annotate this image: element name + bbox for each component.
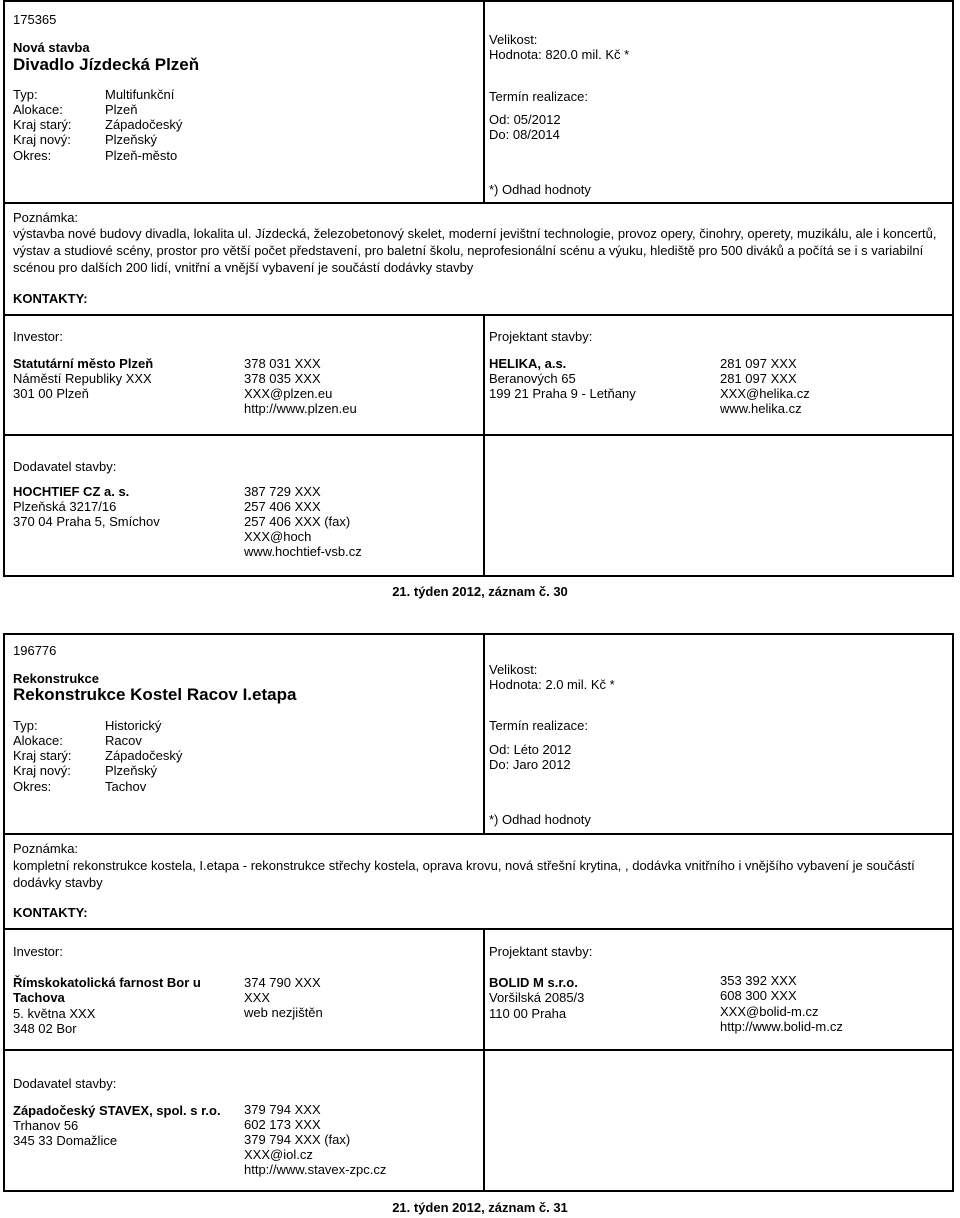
- projektant-email[interactable]: XXX@helika.cz: [720, 386, 810, 401]
- projektant-contact: 353 392 XXX: [720, 973, 797, 988]
- dodavatel-email[interactable]: XXX@iol.cz: [244, 1147, 313, 1162]
- investor-address: 348 02 Bor: [13, 1021, 77, 1036]
- record-title: Rekonstrukce Kostel Racov I.etapa: [13, 685, 297, 704]
- poznamka-text: výstavba nové budovy divadla, lokalita ul. Jízdecká, železobetonový skelet, moderní jevištní technologie, provoz opery, činohry, operety, muzikálu, ale i koncertů, výstav a studiové scény, prostor pro větší počet představení, pro baletní školu, neprofesionální scénu a výuku, hlediště pro 500 diváků a počítá se i s variabilní scénou pro dalších 200 lidí, vnitřní a vnější vybavení je součástí dodávky stavby: [13, 226, 937, 275]
- attr-value: Západočeský: [105, 748, 183, 763]
- record-card: [3, 0, 954, 577]
- investor-contact: 378 035 XXX: [244, 371, 321, 386]
- attr-label: Kraj nový:: [13, 132, 71, 147]
- termin-label: Termín realizace:: [489, 89, 588, 104]
- investor-contact: XXX: [244, 990, 271, 1005]
- dodavatel-web[interactable]: http://www.stavex-zpc.cz: [244, 1162, 387, 1177]
- dodavatel-address: 345 33 Domažlice: [13, 1133, 118, 1148]
- poznamka-text: kompletní rekonstrukce kostela, I.etapa - rekonstrukce střechy kostela, oprava krovu, nová střešní krytina, , dodávka vnitřního i vnějšího vybavení je součástí dodávky stavby: [13, 858, 915, 890]
- attr-value: Plzeňský: [105, 763, 158, 778]
- dodavatel-address: Trhanov 56: [13, 1118, 79, 1133]
- projektant-name: HELIKA, a.s.: [489, 356, 567, 371]
- divider: [5, 928, 952, 930]
- attr-label: Typ:: [13, 718, 38, 733]
- record-type: Rekonstrukce: [13, 671, 99, 686]
- divider: [5, 314, 952, 316]
- attr-label: Kraj starý:: [13, 748, 72, 763]
- attr-label: Okres:: [13, 148, 52, 163]
- velikost-label: Velikost:: [489, 662, 538, 677]
- record-card: [3, 633, 954, 1192]
- attr-label: Kraj starý:: [13, 117, 72, 132]
- attr-label: Okres:: [13, 779, 52, 794]
- attr-label: Typ:: [13, 87, 38, 102]
- dodavatel-email[interactable]: XXX@hoch: [244, 529, 312, 544]
- investor-web: web nezjištěn: [244, 1005, 323, 1020]
- projektant-label: Projektant stavby:: [489, 329, 593, 344]
- termin-do: Do: Jaro 2012: [489, 757, 571, 772]
- investor-contact: 378 031 XXX: [244, 356, 321, 371]
- record-footer: 21. týden 2012, záznam č. 30: [392, 584, 568, 599]
- record-type: Nová stavba: [13, 40, 90, 55]
- dodavatel-label: Dodavatel stavby:: [13, 459, 117, 474]
- divider: [5, 202, 952, 204]
- hodnota: Hodnota: 820.0 mil. Kč *: [489, 47, 630, 62]
- attr-value: Multifunkční: [105, 87, 175, 102]
- record-title: Divadlo Jízdecká Plzeň: [13, 55, 200, 74]
- poznamka-label: Poznámka:: [13, 210, 79, 225]
- projektant-email[interactable]: XXX@bolid-m.cz: [720, 1004, 819, 1019]
- investor-name: Statutární město Plzeň: [13, 356, 154, 371]
- investor-address: Náměstí Republiky XXX: [13, 371, 152, 386]
- divider: [483, 2, 485, 203]
- projektant-address: Voršilská 2085/3: [489, 990, 585, 1005]
- kontakty-label: KONTAKTY:: [13, 291, 88, 306]
- investor-label: Investor:: [13, 944, 63, 959]
- hodnota: Hodnota: 2.0 mil. Kč *: [489, 677, 615, 692]
- attr-value: Západočeský: [105, 117, 183, 132]
- termin-label: Termín realizace:: [489, 718, 588, 733]
- attr-value: Tachov: [105, 779, 147, 794]
- projektant-web[interactable]: www.helika.cz: [720, 401, 802, 416]
- velikost-label: Velikost:: [489, 32, 538, 47]
- dodavatel-web[interactable]: www.hochtief-vsb.cz: [244, 544, 362, 559]
- projektant-contact: 608 300 XXX: [720, 988, 797, 1003]
- dodavatel-contact: 602 173 XXX: [244, 1117, 321, 1132]
- projektant-name: BOLID M s.r.o.: [489, 975, 578, 990]
- investor-web[interactable]: http://www.plzen.eu: [244, 401, 357, 416]
- record-id: 175365: [13, 12, 57, 27]
- investor-email[interactable]: XXX@plzen.eu: [244, 386, 333, 401]
- dodavatel-contact: 387 729 XXX: [244, 484, 321, 499]
- projektant-address: 199 21 Praha 9 - Letňany: [489, 386, 636, 401]
- divider: [5, 434, 952, 436]
- attr-value: Plzeň: [105, 102, 138, 117]
- termin-od: Od: 05/2012: [489, 112, 561, 127]
- attr-label: Alokace:: [13, 102, 63, 117]
- divider: [5, 1049, 952, 1051]
- divider: [483, 928, 485, 1050]
- termin-od: Od: Léto 2012: [489, 742, 572, 757]
- termin-do: Do: 08/2014: [489, 127, 560, 142]
- odhad-note: *) Odhad hodnoty: [489, 812, 591, 827]
- attr-value: Racov: [105, 733, 142, 748]
- divider: [5, 833, 952, 835]
- dodavatel-name: HOCHTIEF CZ a. s.: [13, 484, 130, 499]
- dodavatel-contact: 257 406 XXX: [244, 499, 321, 514]
- projektant-address: Beranových 65: [489, 371, 576, 386]
- projektant-contact: 281 097 XXX: [720, 371, 797, 386]
- divider: [483, 434, 485, 577]
- divider: [483, 1049, 485, 1192]
- dodavatel-contact: 379 794 XXX: [244, 1102, 321, 1117]
- investor-name: Římskokatolická farnost Bor u Tachova: [13, 975, 201, 1005]
- projektant-label: Projektant stavby:: [489, 944, 593, 959]
- dodavatel-contact: 257 406 XXX (fax): [244, 514, 351, 529]
- investor-contact: 374 790 XXX: [244, 975, 321, 990]
- attr-value: Plzeňský: [105, 132, 158, 147]
- dodavatel-name: Západočeský STAVEX, spol. s r.o.: [13, 1103, 221, 1118]
- dodavatel-address: 370 04 Praha 5, Smíchov: [13, 514, 160, 529]
- record-id: 196776: [13, 643, 57, 658]
- dodavatel-label: Dodavatel stavby:: [13, 1076, 117, 1091]
- odhad-note: *) Odhad hodnoty: [489, 182, 591, 197]
- investor-label: Investor:: [13, 329, 63, 344]
- record-footer: 21. týden 2012, záznam č. 31: [392, 1200, 568, 1215]
- dodavatel-address: Plzeňská 3217/16: [13, 499, 117, 514]
- divider: [483, 635, 485, 834]
- attr-value: Plzeň-město: [105, 148, 178, 163]
- divider: [483, 314, 485, 435]
- projektant-contact: 281 097 XXX: [720, 356, 797, 371]
- poznamka-label: Poznámka:: [13, 841, 79, 856]
- investor-address: 301 00 Plzeň: [13, 386, 89, 401]
- kontakty-label: KONTAKTY:: [13, 905, 88, 920]
- attr-label: Alokace:: [13, 733, 63, 748]
- dodavatel-contact: 379 794 XXX (fax): [244, 1132, 351, 1147]
- projektant-web[interactable]: http://www.bolid-m.cz: [720, 1019, 843, 1034]
- attr-label: Kraj nový:: [13, 763, 71, 778]
- investor-address: 5. května XXX: [13, 1006, 96, 1021]
- attr-value: Historický: [105, 718, 162, 733]
- projektant-address: 110 00 Praha: [489, 1006, 567, 1021]
